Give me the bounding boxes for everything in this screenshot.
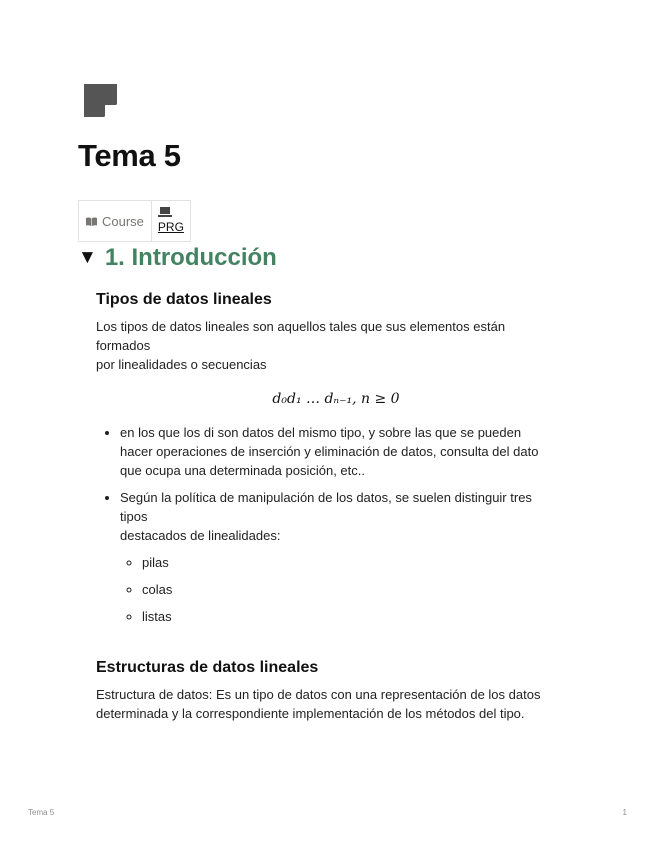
sub-list-item: ◦ pilas (142, 553, 576, 572)
heading-estructuras: Estructuras de datos lineales (96, 659, 319, 676)
list-item: • Según la política de manipulación de los datos, se suelen distinguir tres tipos destacados de linealidades: ◦ pilas ◦ colas ◦ listas (120, 488, 576, 626)
formula: d₀d₁ … dₙ₋₁, n ≥ 0 (272, 391, 400, 407)
section-content (96, 288, 576, 723)
paragraph-estructuras: Estructura de datos: Es un tipo de datos con una representación de los datos determinada y la correspondiente implementación de los métodos del tipo. (96, 687, 541, 721)
triangle-down-icon[interactable]: ▼ (78, 247, 97, 268)
course-link[interactable]: PRG (157, 220, 184, 234)
sub-list-item: ◦ listas (142, 607, 576, 626)
bullet-list (96, 423, 576, 626)
footer-title: Tema 5 (28, 808, 55, 817)
sub-list (120, 553, 576, 626)
note-icon (84, 84, 117, 117)
section-toggle[interactable] (78, 244, 277, 272)
property-key-label: Course (102, 213, 144, 229)
page-number: 1 (622, 808, 627, 817)
sub-list-item: ◦ colas (142, 580, 576, 599)
heading-tipos: Tipos de datos lineales (96, 291, 272, 308)
properties-table (78, 200, 191, 242)
book-icon (86, 217, 97, 226)
page-title: Tema 5 (78, 138, 181, 173)
laptop-icon (158, 207, 172, 217)
section-title: 1. Introducción (104, 244, 277, 271)
property-course (79, 201, 152, 241)
list-item: • en los que los di son datos del mismo tipo, y sobre las que se pueden hacer operaciones de inserción y eliminación de datos, consulta del dato que ocupa una determinada posición, etc.. (120, 423, 576, 480)
property-value[interactable] (152, 201, 190, 241)
paragraph-tipos: Los tipos de datos lineales son aquellos tales que sus elementos están formados por linealidades o secuencias (96, 319, 506, 372)
